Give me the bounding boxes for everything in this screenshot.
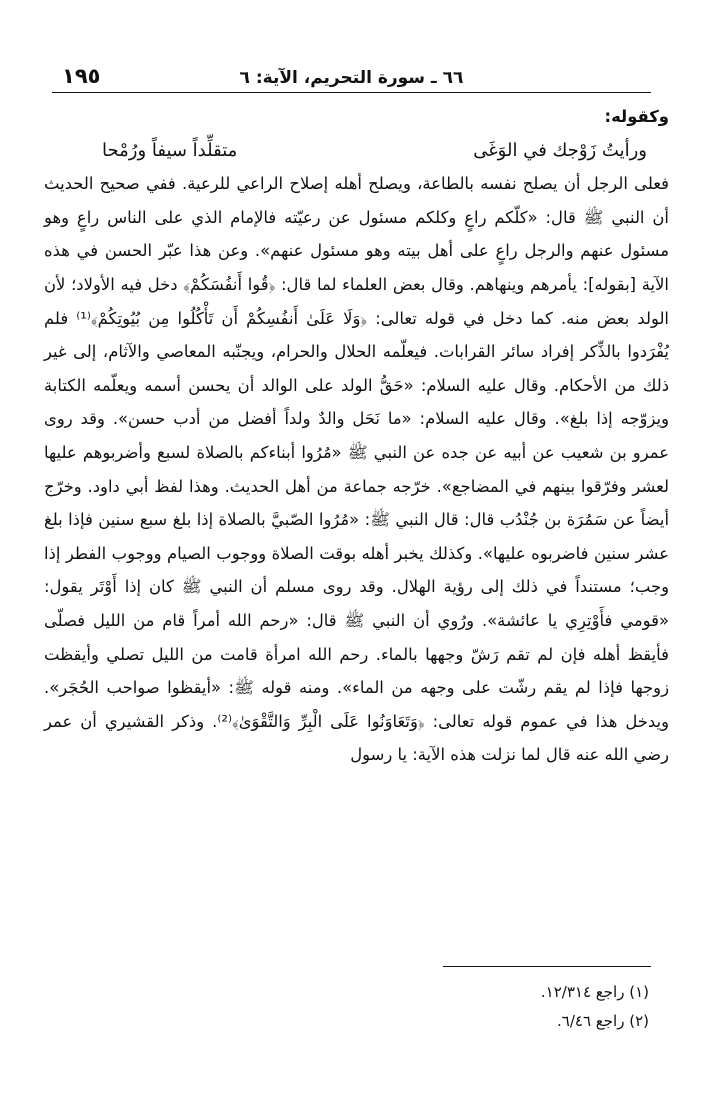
intro-line: وكقوله: [604,107,669,126]
running-header [52,58,651,93]
footnotes [60,978,649,1036]
poem-hemistich-second: متقلِّداً سيفاً ورُمْحا [102,139,238,161]
poem-verse [44,134,669,168]
footnote-divider [443,966,651,967]
paragraph-text: فعلى الرجل أن يصلح نفسه بالطاعة، ويصلح أهله إصلاح الراعي للرعية. ففي صحيح الحديث أن النبي ﷺ قال: «كلّكم راعٍ وكلكم مسئول عن رعيّته فالإمام الذي على الناس راعٍ وهو مسئول عنهم والرجل راعٍ على أهل بيته وهو مسئول عنهم». وعن هذا عبّر الحسن في هذه الآية [بقوله]: يأمرهم وينهاهم. وقال بعض العلماء لما قال: ﴿قُوا أَنفُسَكُمْ﴾ دخل فيه الأولاد؛ لأن الولد بعض منه. كما دخل في قوله تعالى: ﴿وَلَا عَلَىٰ أَنفُسِكُمْ أَن تَأْكُلُوا مِن بُيُوتِكُمْ﴾⁽¹⁾ فلم يُفْرَدوا بالذِّكر إفراد سائر القرابات. فيعلّمه الحلال والحرام، ويجنّبه المعاصي والآثام، إلى غير ذلك من الأحكام. وقال عليه السلام: «حَقُّ الولد على الوالد أن يحسن أسمه ويعلّمه الكتابة ويزوّجه إذا بلغ». وقال عليه السلام: «ما نَحَل والدٌ ولداً أفضل من أدب حسن». وقد روى عمرو بن شعيب عن أبيه عن جده عن النبي ﷺ «مُرُوا أبناءكم بالصلاة لسبع وأضربوهم عليها لعشر وفرّقوا بينهم في المضاجع». خرّجه جماعة من أهل الحديث. وهذا لفظ أبي داود. وخرّج أيضاً عن سَمُرَة بن جُنْدُب قال: قال النبي ﷺ: «مُرُوا الصّبيَّ بالصلاة إذا بلغ سبع سنين فإذا بلغ عشر سنين فاضربوه عليها». وكذلك يخبر أهله بوقت الصلاة ووجوب الصيام ووجوب الفطر إذا وجب؛ مستنداً في ذلك إلى رؤية الهلال. وقد روى مسلم أن النبي ﷺ كان إذا أَوْتَر يقول: «قومي فأَوْتِرِي يا عائشة». ورُوي أن النبي ﷺ قال: «رحم الله أمراً قام من الليل فصلّى فأيقظ أهله فإن لم تقم رَشّ وجهها بالماء. رحم الله امرأة قامت من الليل تصلي وأيقظت زوجها فإذا لم يقم رشّت على وجهه من الماء». ومنه قوله ﷺ: «أيقظوا صواحب الحُجَر». ويدخل هذا في عموم قوله تعالى: ﴿وَتَعَاوَنُوا عَلَى الْبِرِّ وَالتَّقْوَىٰ﴾⁽²⁾. وذكر القشيري أن عمر رضي الله عنه قال لما نزلت هذه الآية: يا رسول [44,174,669,765]
footnote-2: (٢) راجع ٦/٤٦. [557,1012,649,1030]
header-title: ٦٦ ـ سورة التحريم، الآية: ٦ [239,68,464,88]
paragraph [44,167,669,772]
poem-hemistich-first: ورأيتُ زَوْجك في الوَغَى [473,139,647,161]
main-text [44,100,669,772]
page-number: ١٩٥ [62,64,101,88]
footnote-1: (١) راجع ١٢/٣١٤. [540,983,649,1001]
